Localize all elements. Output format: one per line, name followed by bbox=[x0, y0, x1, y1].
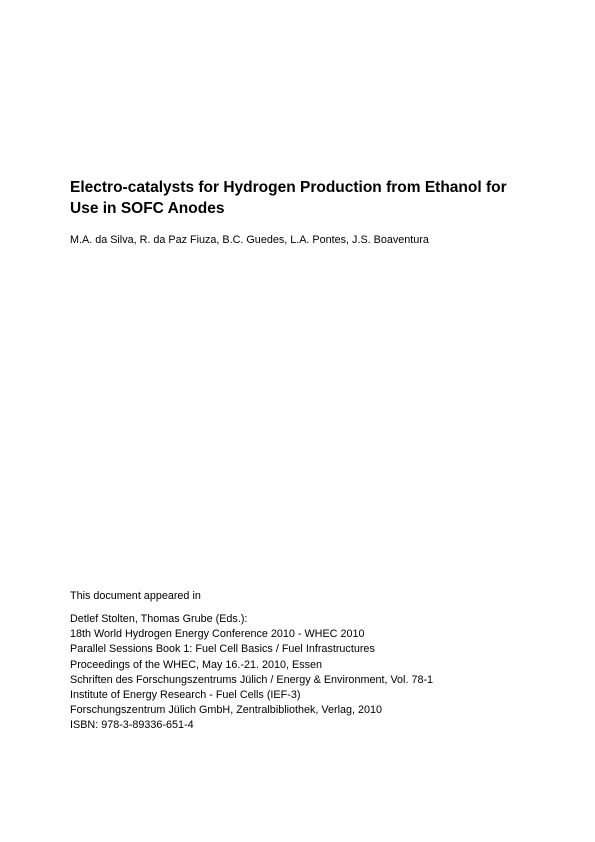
paper-title bbox=[70, 177, 540, 219]
paper-title-line: Electro-catalysts for Hydrogen Production from Ethanol for bbox=[70, 179, 507, 196]
publication-proceedings: Proceedings of the WHEC, May 16.-21. 2010, Essen bbox=[70, 658, 323, 671]
publication-details bbox=[70, 612, 433, 734]
publication-book: Parallel Sessions Book 1: Fuel Cell Basics / Fuel Infrastructures bbox=[70, 643, 375, 656]
paper-title-line: Use in SOFC Anodes bbox=[70, 200, 225, 217]
publication-isbn: ISBN: 978-3-89336-651-4 bbox=[70, 719, 194, 732]
publication-institute: Institute of Energy Research - Fuel Cells (IEF-3) bbox=[70, 689, 301, 702]
publication-intro: This document appeared in bbox=[70, 590, 201, 602]
paper-authors: M.A. da Silva, R. da Paz Fiuza, B.C. Guedes, L.A. Pontes, J.S. Boaventura bbox=[70, 234, 429, 246]
publication-series: Schriften des Forschungszentrums Jülich / Energy & Environment, Vol. 78-1 bbox=[70, 673, 434, 686]
publication-editors: Detlef Stolten, Thomas Grube (Eds.): bbox=[70, 613, 248, 625]
publication-conference: 18th World Hydrogen Energy Conference 2010 - WHEC 2010 bbox=[70, 628, 365, 641]
publication-publisher: Forschungszentrum Jülich GmbH, Zentralbibliothek, Verlag, 2010 bbox=[70, 704, 383, 717]
